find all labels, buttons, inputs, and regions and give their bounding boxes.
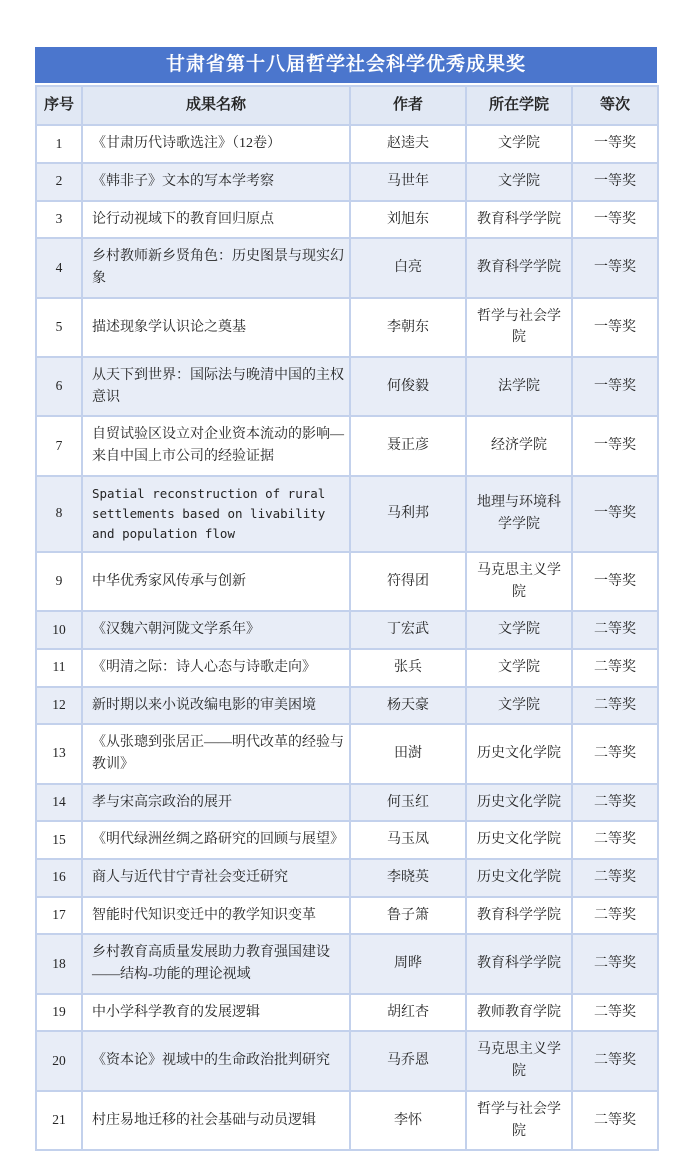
college-name: 马克思主义学院	[466, 1031, 572, 1090]
achievement-name: 中华优秀家风传承与创新	[82, 552, 350, 611]
award-level: 一等奖	[572, 357, 658, 416]
author-name: 马世年	[350, 163, 466, 201]
achievement-name: 孝与宋高宗政治的展开	[82, 784, 350, 822]
author-name: 何俊毅	[350, 357, 466, 416]
table-row	[36, 416, 658, 475]
col-header-index: 序号	[36, 86, 82, 125]
author-name: 田澍	[350, 724, 466, 783]
author-name: 马乔恩	[350, 1031, 466, 1090]
table-row	[36, 611, 658, 649]
achievement-name: 自贸试验区设立对企业资本流动的影响—来自中国上市公司的经验证据	[82, 416, 350, 475]
author-name: 刘旭东	[350, 201, 466, 239]
college-name: 文学院	[466, 687, 572, 725]
author-name: 胡红杏	[350, 994, 466, 1032]
achievement-name: 《甘肃历代诗歌选注》（12卷）	[82, 125, 350, 163]
college-name: 历史文化学院	[466, 724, 572, 783]
table-row	[36, 724, 658, 783]
award-level: 一等奖	[572, 163, 658, 201]
row-number: 10	[36, 611, 82, 649]
table-row	[36, 897, 658, 935]
achievement-name: 论行动视域下的教育回归原点	[82, 201, 350, 239]
achievement-name: 村庄易地迁移的社会基础与动员逻辑	[82, 1091, 350, 1150]
table-row	[36, 298, 658, 357]
award-level: 一等奖	[572, 238, 658, 297]
college-name: 文学院	[466, 649, 572, 687]
row-number: 13	[36, 724, 82, 783]
award-level: 二等奖	[572, 784, 658, 822]
award-level: 二等奖	[572, 821, 658, 859]
college-name: 地理与环境科学学院	[466, 476, 572, 552]
achievement-name: 从天下到世界：国际法与晚清中国的主权意识	[82, 357, 350, 416]
college-name: 教育科学学院	[466, 201, 572, 239]
row-number: 11	[36, 649, 82, 687]
author-name: 赵逵夫	[350, 125, 466, 163]
table-row	[36, 859, 658, 897]
achievement-name: 新时期以来小说改编电影的审美困境	[82, 687, 350, 725]
college-name: 文学院	[466, 611, 572, 649]
row-number: 14	[36, 784, 82, 822]
author-name: 马利邦	[350, 476, 466, 552]
table-row	[36, 1091, 658, 1150]
award-level: 二等奖	[572, 649, 658, 687]
author-name: 聂正彦	[350, 416, 466, 475]
award-level: 二等奖	[572, 994, 658, 1032]
author-name: 周晔	[350, 934, 466, 993]
achievement-name: 《汉魏六朝河陇文学系年》	[82, 611, 350, 649]
achievement-name: 《从张璁到张居正——明代改革的经验与教训》	[82, 724, 350, 783]
award-level: 二等奖	[572, 859, 658, 897]
award-level: 一等奖	[572, 476, 658, 552]
author-name: 何玉红	[350, 784, 466, 822]
awards-table	[35, 85, 659, 1151]
table-row	[36, 784, 658, 822]
row-number: 7	[36, 416, 82, 475]
table-body	[36, 125, 658, 1150]
author-name: 李朝东	[350, 298, 466, 357]
college-name: 哲学与社会学院	[466, 1091, 572, 1150]
achievement-name: 乡村教育高质量发展助力教育强国建设 ——结构-功能的理论视域	[82, 934, 350, 993]
author-name: 马玉凤	[350, 821, 466, 859]
row-number: 15	[36, 821, 82, 859]
college-name: 教育科学学院	[466, 897, 572, 935]
table-row	[36, 1031, 658, 1090]
award-level: 二等奖	[572, 724, 658, 783]
achievement-name: 《明代绿洲丝绸之路研究的回顾与展望》	[82, 821, 350, 859]
header-row	[36, 86, 658, 125]
author-name: 鲁子箫	[350, 897, 466, 935]
row-number: 4	[36, 238, 82, 297]
row-number: 20	[36, 1031, 82, 1090]
college-name: 历史文化学院	[466, 859, 572, 897]
college-name: 法学院	[466, 357, 572, 416]
college-name: 文学院	[466, 163, 572, 201]
row-number: 18	[36, 934, 82, 993]
college-name: 马克思主义学院	[466, 552, 572, 611]
college-name: 教育科学学院	[466, 238, 572, 297]
award-level: 二等奖	[572, 611, 658, 649]
table-row	[36, 994, 658, 1032]
achievement-name: 《资本论》视域中的生命政治批判研究	[82, 1031, 350, 1090]
author-name: 丁宏武	[350, 611, 466, 649]
award-level: 一等奖	[572, 125, 658, 163]
award-level: 一等奖	[572, 201, 658, 239]
college-name: 哲学与社会学院	[466, 298, 572, 357]
college-name: 教师教育学院	[466, 994, 572, 1032]
row-number: 3	[36, 201, 82, 239]
college-name: 文学院	[466, 125, 572, 163]
table-row	[36, 552, 658, 611]
author-name: 李怀	[350, 1091, 466, 1150]
achievement-name: 描述现象学认识论之奠基	[82, 298, 350, 357]
row-number: 17	[36, 897, 82, 935]
achievement-name: Spatial reconstruction of rural settlements based on livability and population flow	[82, 476, 350, 552]
col-header-name: 成果名称	[82, 86, 350, 125]
row-number: 21	[36, 1091, 82, 1150]
achievement-name: 《韩非子》文本的写本学考察	[82, 163, 350, 201]
achievement-name: 商人与近代甘宁青社会变迁研究	[82, 859, 350, 897]
college-name: 经济学院	[466, 416, 572, 475]
row-number: 19	[36, 994, 82, 1032]
college-name: 历史文化学院	[466, 784, 572, 822]
table-row	[36, 687, 658, 725]
table-row	[36, 821, 658, 859]
college-name: 历史文化学院	[466, 821, 572, 859]
award-level: 二等奖	[572, 897, 658, 935]
row-number: 12	[36, 687, 82, 725]
table-row	[36, 163, 658, 201]
table-row	[36, 934, 658, 993]
achievement-name: 中小学科学教育的发展逻辑	[82, 994, 350, 1032]
row-number: 5	[36, 298, 82, 357]
award-level: 二等奖	[572, 687, 658, 725]
col-header-college: 所在学院	[466, 86, 572, 125]
table-title: 甘肃省第十八届哲学社会科学优秀成果奖	[35, 47, 657, 83]
row-number: 2	[36, 163, 82, 201]
award-level: 一等奖	[572, 416, 658, 475]
col-header-award: 等次	[572, 86, 658, 125]
author-name: 符得团	[350, 552, 466, 611]
row-number: 9	[36, 552, 82, 611]
row-number: 1	[36, 125, 82, 163]
award-level: 一等奖	[572, 298, 658, 357]
table-row	[36, 357, 658, 416]
author-name: 李晓英	[350, 859, 466, 897]
award-level: 一等奖	[572, 552, 658, 611]
achievement-name: 《明清之际：诗人心态与诗歌走向》	[82, 649, 350, 687]
author-name: 白亮	[350, 238, 466, 297]
author-name: 张兵	[350, 649, 466, 687]
row-number: 8	[36, 476, 82, 552]
achievement-name: 智能时代知识变迁中的教学知识变革	[82, 897, 350, 935]
col-header-author: 作者	[350, 86, 466, 125]
row-number: 16	[36, 859, 82, 897]
award-level: 二等奖	[572, 934, 658, 993]
table-row	[36, 649, 658, 687]
table-row	[36, 476, 658, 552]
author-name: 杨天豪	[350, 687, 466, 725]
table-row	[36, 201, 658, 239]
college-name: 教育科学学院	[466, 934, 572, 993]
table-row	[36, 238, 658, 297]
award-level: 二等奖	[572, 1031, 658, 1090]
table-row	[36, 125, 658, 163]
achievement-name: 乡村教师新乡贤角色：历史图景与现实幻象	[82, 238, 350, 297]
award-level: 二等奖	[572, 1091, 658, 1150]
row-number: 6	[36, 357, 82, 416]
